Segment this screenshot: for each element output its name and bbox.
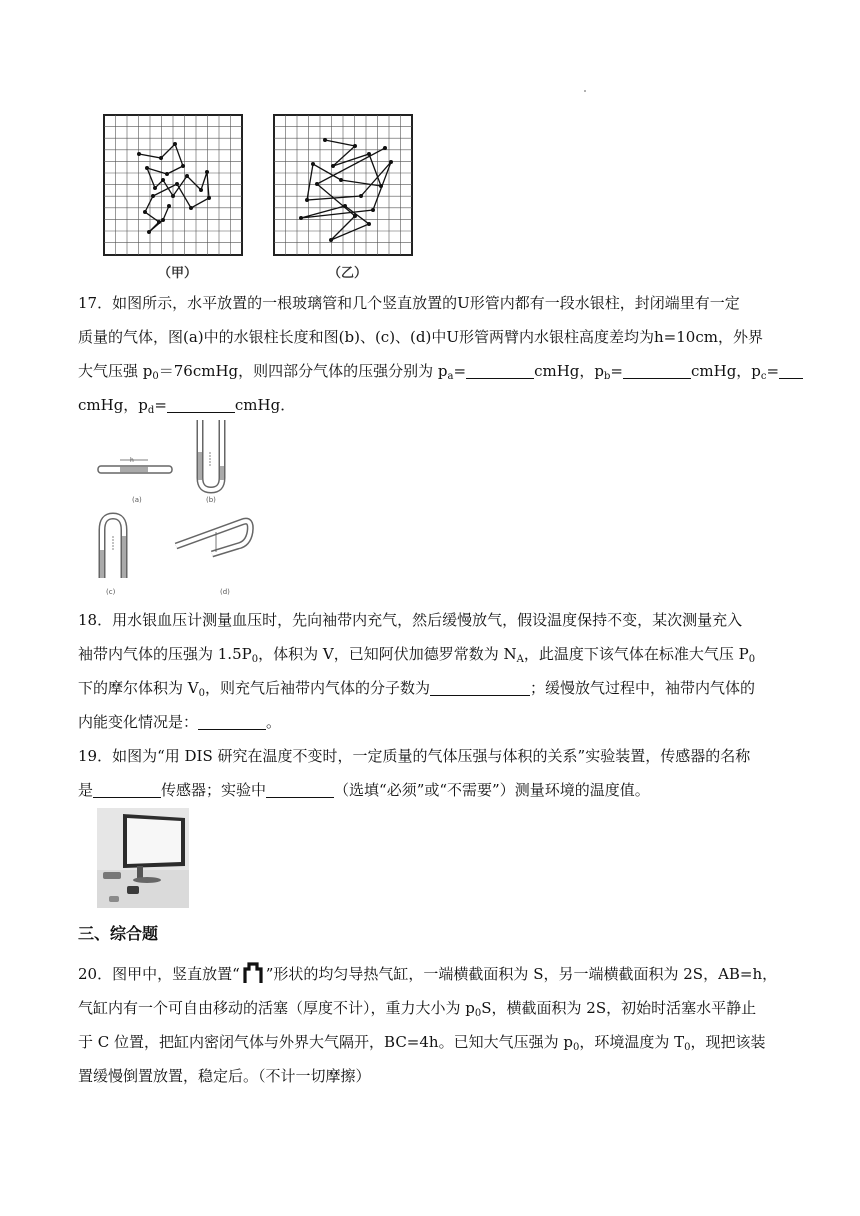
- q20-line-4: 置缓慢倒置放置，稳定后。（不计一切摩擦）: [78, 1067, 371, 1085]
- q19-line-2: 是 传感器；实验中 （选填“必须”或“不需要”）测量环境的温度值。: [78, 781, 650, 799]
- answer-blank-internal-energy[interactable]: [198, 711, 266, 730]
- tube-d-label: (d): [220, 588, 230, 596]
- tube-c-diagram: [102, 516, 124, 578]
- q18-line-3: 下的摩尔体积为 $V_0$，则充气后袖带内气体的分子数为 ；缓慢放气过程中，袖带内气体的: [78, 679, 756, 699]
- tube-b-diagram: [200, 420, 222, 490]
- svg-text:h: h: [130, 457, 134, 464]
- tube-a-label: (a): [132, 496, 142, 504]
- answer-blank-temperature[interactable]: [266, 779, 334, 798]
- stray-dot: [584, 90, 586, 92]
- answer-blank-pa[interactable]: [466, 360, 534, 379]
- question-18: [78, 603, 784, 739]
- tube-c-label: (c): [106, 588, 116, 596]
- answer-blank-sensor[interactable]: [93, 779, 161, 798]
- answer-blank-pb[interactable]: [623, 360, 691, 379]
- tube-b-label: (b): [206, 496, 216, 504]
- answer-blank-pc[interactable]: [779, 360, 803, 379]
- answer-blank-molecule-count[interactable]: [430, 677, 530, 696]
- brownian-grid-right: [273, 114, 413, 256]
- q17-line-4: cmHg，$p_d=$ cmHg．: [78, 396, 296, 416]
- q20-line-3: 于 C 位置，把缸内密闭气体与外界大气隔开，BC=4h。已知大气压强为 $p_0$，环境温度为 $T_0$，现把该装: [78, 1033, 766, 1053]
- q17-line-3: 大气压强 $p_0=76cmHg$，则四部分气体的压强分别为 $p_a=$ cmHg，$p_b=$ cmHg，$p_c=$: [78, 354, 784, 388]
- q20-line-2: 气缸内有一个可自由移动的活塞（厚度不计），重力大小为 $p_0S$，横截面积为 2S，初始时活塞水平静止: [78, 999, 757, 1019]
- dis-apparatus-photo: [97, 808, 189, 908]
- q17-line-1: 17．如图所示，水平放置的一根玻璃管和几个竖直放置的U形管内都有一段水银柱，封闭端里有一定: [78, 294, 740, 312]
- question-20: [78, 957, 784, 1093]
- q18-line-1: 18．用水银血压计测量血压时，先向袖带内充气，然后缓慢放气，假设温度保持不变，某次测量充入: [78, 611, 743, 629]
- q20-line-1: 20．图甲中，竖直放置“ ”形状的均匀导热气缸，一端横截面积为 S，另一端横截面积为 2S，AB=h，: [78, 957, 784, 991]
- section-title: 三、综合题: [78, 924, 159, 943]
- brownian-left-caption: （甲）: [158, 266, 198, 281]
- brownian-grid-left: [103, 114, 243, 256]
- q18-line-2: 袖带内气体的压强为 $1.5P_0$，体积为 V，已知阿伏加德罗常数为 $N_A$，此温度下该气体在标准大气压 $P_0$: [78, 645, 756, 665]
- u-tube-figure: [92, 418, 272, 596]
- question-17: [78, 286, 784, 422]
- answer-blank-pd[interactable]: [167, 394, 235, 413]
- q19-line-1: 19．如图为“用 DIS 研究在温度不变时，一定质量的气体压强与体积的关系”实验装置，传感器的名称: [78, 747, 751, 765]
- brownian-right-caption: （乙）: [328, 266, 368, 281]
- tube-a-diagram: [98, 457, 172, 473]
- question-19: [78, 739, 784, 807]
- cylinder-shape-icon: [242, 962, 264, 984]
- q17-line-2: 质量的气体，图(a)中的水银柱长度和图(b)、(c)、(d)中U形管两臂内水银柱高度差均为h=10cm，外界: [78, 328, 763, 346]
- tube-d-diagram: [176, 521, 250, 554]
- q18-line-4: 内能变化情况是： 。: [78, 713, 282, 731]
